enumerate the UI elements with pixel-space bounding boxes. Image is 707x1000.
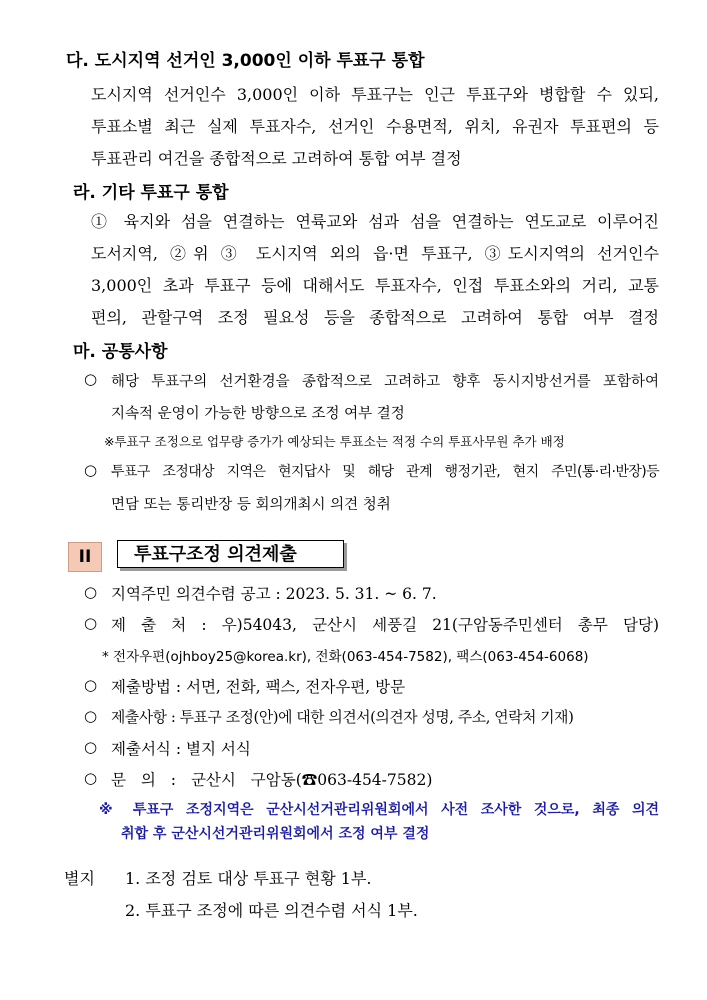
section-da-line-3: 투표관리 여건을 종합적으로 고려하여 통합 여부 결정: [91, 149, 462, 168]
bullet-icon: ○: [84, 583, 98, 601]
attachment-item-2: 2. 투표구 조정에 따른 의견수렴 서식 1부.: [125, 901, 418, 920]
section-ma-item1-line1: 해당 투표구의 선거환경을 종합적으로 고려하고 향후 동시지방선거를 포함하여: [111, 374, 659, 390]
section-ma-note: ※투표구 조정으로 업무량 증가가 예상되는 투표소는 적정 수의 투표사무원 추가 배정: [104, 434, 565, 449]
ii-item-submit-form: 제출서식 : 별지 서식: [111, 740, 251, 758]
ii-notice-line2: 취합 후 군산시선거관리위원회에서 조정 여부 결정: [121, 826, 430, 842]
bullet-icon: ○: [84, 461, 98, 479]
section-da-line-2: 투표소별 최근 실제 투표자수, 선거인 수용면적, 위치, 유권자 투표편의 등: [91, 117, 659, 136]
ii-item-notice-period: 지역주민 의견수렴 공고 : 2023. 5. 31. ~ 6. 7.: [111, 585, 437, 603]
bullet-icon: ○: [84, 769, 98, 787]
section-ma-item1-line2: 지속적 운영이 가능한 방향으로 조정 여부 결정: [111, 406, 405, 422]
section-ra-line-2: 도서지역, ②위 ③ 도시지역 외의 읍·면 투표구, ③도시지역의 선거인수: [91, 244, 659, 263]
section-ma-item2-line2: 면담 또는 통리반장 등 회의개최시 의견 청취: [111, 497, 391, 513]
bullet-icon: ○: [84, 738, 98, 756]
ii-item-submit-method: 제출방법 : 서면, 전화, 팩스, 전자우편, 방문: [111, 678, 406, 696]
ii-item-submit-content: 제출사항 : 투표구 조정(안)에 대한 의견서(의견자 성명, 주소, 연락처 기재): [111, 709, 574, 726]
ii-notice-line1: ※ 투표구 조정지역은 군산시선거관리위원회에서 사전 조사한 것으로, 최종 의견: [99, 802, 659, 818]
section-ma-heading: 마. 공통사항: [73, 342, 168, 362]
attachment-item-1: 1. 조정 검토 대상 투표구 현황 1부.: [125, 869, 372, 888]
section-ma-item2-line1: 투표구 조정대상 지역은 현지답사 및 해당 관계 행정기관, 현지 주민(통·리·반장)등: [111, 464, 659, 480]
ii-item-submit-to: 제 출 처 : 우)54043, 군산시 세풍길 21(구암동주민센터 총무 담당): [111, 616, 659, 634]
bullet-icon: ○: [84, 707, 98, 725]
section-title-box: 투표구조정 의견제출: [117, 540, 344, 568]
section-ra-line-1: ① 육지와 섬을 연결하는 연륙교와 섬과 섬을 연결하는 연도교로 이루어진: [91, 212, 659, 231]
section-da-line-1: 도시지역 선거인수 3,000인 이하 투표구는 인근 투표구와 병합할 수 있되,: [91, 85, 659, 104]
bullet-icon: ○: [84, 676, 98, 694]
section-ra-line-3: 3,000인 초과 투표구 등에 대해서도 투표자수, 인접 투표소와의 거리, 교통: [91, 276, 659, 295]
bullet-icon: ○: [84, 370, 98, 388]
section-number-badge: II: [68, 542, 102, 572]
section-ra-line-4: 편의, 관할구역 조정 필요성 등을 종합적으로 고려하여 통합 여부 결정: [91, 308, 659, 327]
attachments-label: 별지: [64, 869, 95, 888]
bullet-icon: ○: [84, 614, 98, 632]
ii-contact-note: * 전자우편(ojhboy25@korea.kr), 전화(063-454-7582), 팩스(063-454-6068): [102, 649, 589, 665]
ii-item-inquiry: 문 의 : 군산시 구암동(☎063-454-7582): [111, 771, 433, 789]
section-da-heading: 다. 도시지역 선거인 3,000인 이하 투표구 통합: [66, 51, 425, 71]
section-ra-heading: 라. 기타 투표구 통합: [73, 183, 229, 203]
